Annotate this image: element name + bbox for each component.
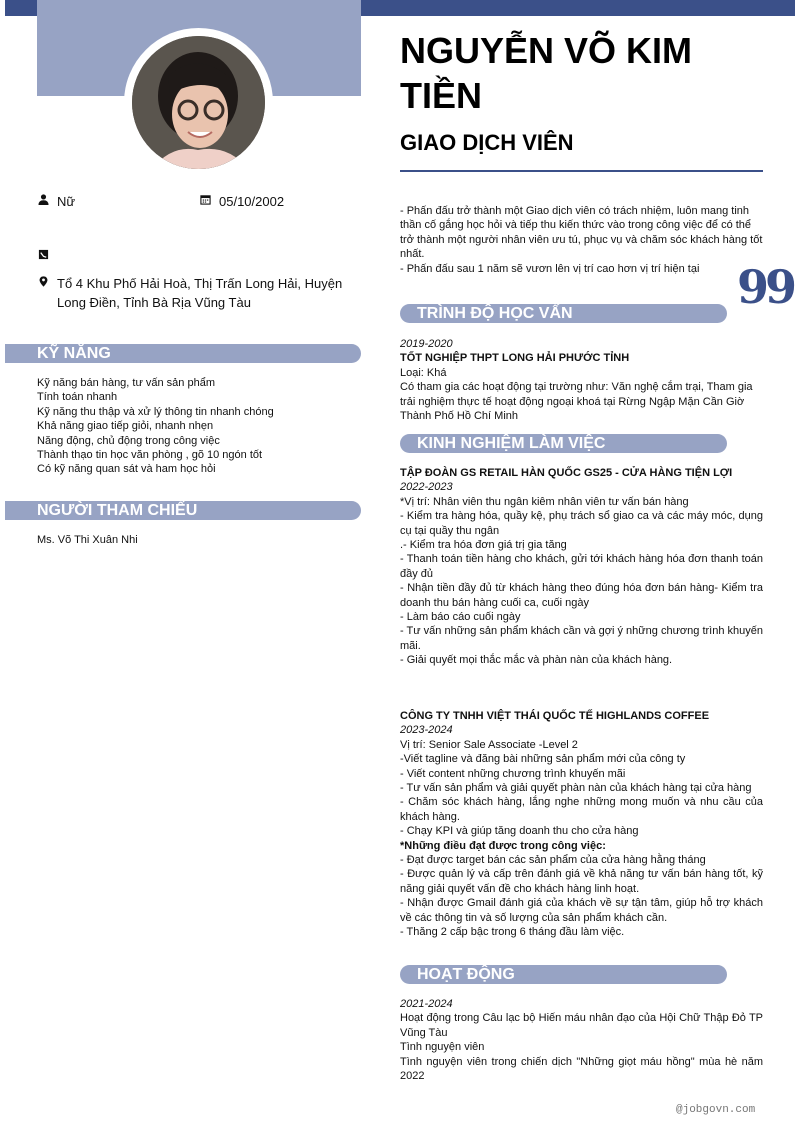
map-pin-icon <box>37 274 49 288</box>
achievement-line: - Nhận được Gmail đánh giá của khách về sự tận tâm, giúp hỗ trợ khách về các thông tin và số lượng của sản phẩm khách cần. <box>400 897 763 924</box>
skill-item: Khả năng giao tiếp giỏi, nhanh nhẹn <box>37 420 214 433</box>
job-period: 2023-2024 <box>400 724 453 737</box>
phone-row <box>37 247 57 261</box>
job-line: - Tư vấn sản phẩm và giải quyết phàn nàn của khách hàng tại cửa hàng <box>400 782 752 795</box>
quote-icon: 99 <box>737 260 794 314</box>
experience-job-2 <box>400 709 763 940</box>
job-line: - Chăm sóc khách hàng, lắng nghe những mong muốn và nhu cầu của khách hàng. <box>400 796 763 823</box>
education-school: TỐT NGHIỆP THPT LONG HẢI PHƯỚC TỈNH <box>400 352 630 365</box>
job-period: 2022-2023 <box>400 481 453 494</box>
user-icon <box>37 192 49 206</box>
activities-block <box>400 997 763 1083</box>
achievements-title: *Những điều đạt được trong công việc: <box>400 839 606 852</box>
skill-item: Tính toán nhanh <box>37 391 118 404</box>
job-line: - Nhận tiền đầy đủ từ khách hàng theo đúng hóa đơn bán hàng- Kiểm tra doanh thu bán hàng cuối ca, cuối ngày <box>400 582 763 609</box>
birthday-row <box>199 192 284 211</box>
avatar-photo <box>132 36 265 169</box>
job-line: - Thanh toán tiền hàng cho khách, gửi tới khách hàng hóa đơn thanh toán đầy đủ <box>400 553 763 580</box>
job-line: - Chạy KPI và giúp tăng doanh thu cho cửa hàng <box>400 825 639 838</box>
job-title: GIAO DỊCH VIÊN <box>400 130 574 155</box>
job-line: Vị trí: Senior Sale Associate -Level 2 <box>400 738 578 751</box>
education-period: 2019-2020 <box>400 338 453 350</box>
achievement-line: - Thăng 2 cấp bậc trong 6 tháng đầu làm việc. <box>400 926 625 939</box>
candidate-name: NGUYỄN VÕ KIM TIỀN <box>400 30 693 116</box>
achievement-line: - Đạt được target bán các sản phẩm của cửa hàng hằng tháng <box>400 854 706 867</box>
education-header: TRÌNH ĐỘ HỌC VẤN <box>400 304 727 323</box>
address-value: Tổ 4 Khu Phố Hải Hoà, Thị Trấn Long Hải, Huyện Long Điền, Tỉnh Bà Rịa Vũng Tàu <box>57 276 343 310</box>
job-company: TẬP ĐOÀN GS RETAIL HÀN QUỐC GS25 - CỬA HÀNG TIỆN LỢI <box>400 467 733 479</box>
skill-item: Kỹ năng thu thập và xử lý thông tin nhanh chóng <box>37 405 274 418</box>
career-objective <box>400 204 763 276</box>
achievement-line: - Được quản lý và cấp trên đánh giá về khả năng tư vấn bán hàng tốt, kỹ năng giải quyết vấn đề cho khách hàng linh hoạt. <box>400 868 763 895</box>
job-line: -Viết tagline và đăng bài những sản phẩm mới của công ty <box>400 753 686 766</box>
experience-job-1 <box>400 466 763 668</box>
phone-icon <box>37 247 49 261</box>
skills-header: KỸ NĂNG <box>5 344 361 363</box>
job-line: - Làm báo cáo cuối ngày <box>400 611 521 624</box>
watermark: @jobgovn.com <box>676 1104 756 1116</box>
gender-value: Nữ <box>57 194 76 209</box>
reference-item: Ms. Võ Thi Xuân Nhi <box>37 534 138 546</box>
job-line: - Kiểm tra hàng hóa, quầy kệ, phụ trách sổ giao ca và các máy móc, dụng cụ tại quầy thu ngân <box>400 510 763 537</box>
job-line: .- Kiểm tra hóa đơn giá trị gia tăng <box>400 539 567 552</box>
skill-item: Thành thạo tin học văn phòng , gõ 10 ngón tốt <box>37 449 263 462</box>
skill-item: Có kỹ năng quan sát và ham học hỏi <box>37 463 216 476</box>
objective-line: - Phấn đấu trở thành một Giao dịch viên có trách nhiệm, luôn mang tinh thần cố gắng học hỏi và tiếp thu kiến thức vào trong công việc để có thể trở thành một người nhân viên ưu tú, phục vụ và chăm sóc khách hàng tốt nhất. <box>400 205 763 261</box>
experience-header: KINH NGHIỆM LÀM VIỆC <box>400 434 727 453</box>
education-block <box>400 337 763 423</box>
job-line: - Viết content những chương trình khuyến mãi <box>400 767 626 780</box>
title-divider <box>400 170 763 172</box>
job-line: - Giải quyết mọi thắc mắc và phàn nàn của khách hàng. <box>400 654 673 667</box>
references-list <box>37 533 357 547</box>
skill-item: Kỹ năng bán hàng, tư vấn sản phẩm <box>37 377 215 389</box>
education-details: Có tham gia các hoạt động tại trường như: Văn nghệ cắm trại, Tham gia trải nghiệm thực tế hoạt động ngoại khoá tại Rừng Ngập Mặn Cần Giờ Thành Phố Hồ Chí Minh <box>400 381 753 423</box>
address-row <box>37 274 357 312</box>
activities-period: 2021-2024 <box>400 998 453 1010</box>
job-line: - Tư vấn những sản phẩm khách cần và gợi ý những chương trình khuyến mãi. <box>400 625 763 652</box>
objective-line: - Phấn đấu sau 1 năm sẽ vươn lên vị trí cao hơn vị trí hiện tại <box>400 262 700 275</box>
skills-list <box>37 376 357 477</box>
calendar-icon <box>199 192 211 206</box>
avatar <box>132 36 265 169</box>
activity-line: Tình nguyện viên <box>400 1041 485 1054</box>
birthday-value: 05/10/2002 <box>219 194 285 209</box>
activity-line: Hoạt động trong Câu lạc bộ Hiến máu nhân đạo của Hội Chữ Thập Đỏ TP Vũng Tàu <box>400 1012 763 1039</box>
skill-item: Năng động, chủ động trong công việc <box>37 434 220 447</box>
references-header: NGƯỜI THAM CHIẾU <box>5 501 361 520</box>
job-line: *Vị trí: Nhân viên thu ngân kiêm nhân viên tư vấn bán hàng <box>400 495 689 508</box>
education-grade: Loại: Khá <box>400 366 447 379</box>
job-company: CÔNG TY TNHH VIỆT THÁI QUỐC TẾ HIGHLANDS COFFEE <box>400 710 710 722</box>
gender-row <box>37 192 75 211</box>
activity-line: Tình nguyện viên trong chiến dịch "Những giọt máu hồng" mùa hè năm 2022 <box>400 1055 763 1083</box>
activities-header: HOẠT ĐỘNG <box>400 965 727 984</box>
